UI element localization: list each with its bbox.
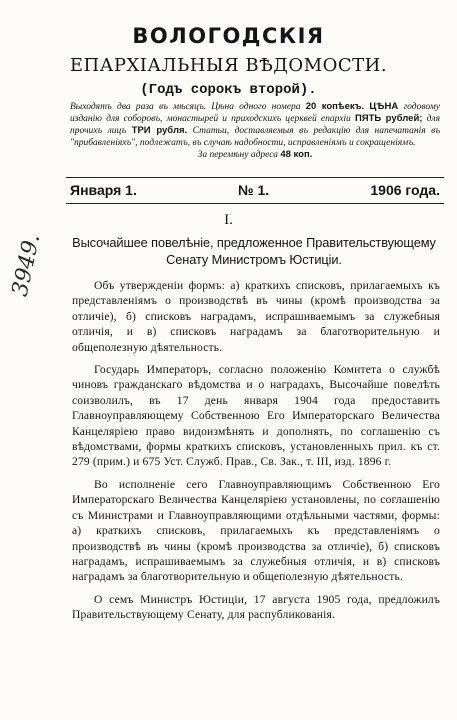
article-heading: Высочайшее повелѣніе, предложенное Правительствующему Сенату Министромъ Юстиціи. (72, 235, 436, 267)
handwritten-margin-note: 3949. (7, 231, 45, 299)
masthead-title-line2: ЕПАРХІАЛЬНЫЯ ВѢДОМОСТИ. (69, 55, 388, 76)
bottom-divider (66, 203, 444, 204)
issue-date: Января 1. (70, 182, 137, 198)
article-body (72, 278, 440, 630)
paragraph: О семъ Министръ Юстиціи, 17 августа 1905 года, предложилъ Правительствующему Сенату, для распубликованія. (72, 592, 440, 622)
issue-number: № 1. (238, 182, 270, 198)
issue-year: 1906 года. (370, 182, 440, 198)
paragraph: Государь Императоръ, согласно положенію Комитета о службѣ чиновъ гражданскаго вѣдомства и о наградахъ, Высочайше повелѣть соизволилъ, въ 17 день января 1904 года предоставить Главноуправляющему Собственною Его Императорскаго Величества Канцеляріею право видоизмѣнять и дополнять, по соглашенію съ вѣдомствами, формы краткихъ списковъ, установленныхъ прил. къ ст. 279 (прим.) и 675 Уст. Служб. Прав., Св. Зак., т. III, изд. 1896 г. (72, 363, 440, 469)
masthead-title-line1: ВОЛОГОДСКІЯ (132, 24, 325, 48)
notice-articles-text: Статьи, доставляемыя въ редакцію для напечатанія въ "прибавленіяхъ", подлежатъ, въ случаѣ надобности, исправленіямъ и сокращеніямъ. (70, 126, 441, 148)
notice-address-price: 48 коп. (280, 149, 313, 160)
publication-year-line: (Годъ сорокъ второй). (140, 82, 317, 98)
notice-address-line (70, 149, 440, 161)
notice-price-label: ЦѢНА (369, 101, 399, 112)
notice-others-price: ТРИ рубля. (131, 125, 188, 136)
section-numeral: I. (224, 212, 233, 228)
notice-others-text: для прочихъ лицъ (70, 114, 440, 136)
notice-address-text: За перемѣну адреса (197, 150, 278, 160)
paragraph: Объ утвержденіи формъ: а) краткихъ списковъ, прилагаемыхъ къ представленіямъ о производствѣ въ чины (кромѣ производства за отличіе), б) списковъ наградамъ, испрашиваемымъ за служебныя отличія, и в) списковъ наградамъ за благотворительную и общеполезную дѣятельность. (72, 279, 440, 354)
notice-single-price: 20 копѣекъ. (305, 101, 365, 112)
paragraph: Во исполненіе сего Главноуправляющимъ Собственною Его Императорскаго Величества Канцеляріею установлены, по соглашенію съ Министрами и Главноуправляющими отдѣльными частями, формы: а) краткихъ списковъ, прилагаемыхъ къ представленіямъ о производствѣ въ чины (кромѣ производства за отличіе), б) списковъ наградамъ, испрашиваемымъ за служебныя отличія, и в) списковъ наградамъ за благотворительную и общеполезную дѣятельность. (72, 477, 440, 584)
top-divider (66, 177, 444, 178)
subscription-notice (70, 101, 440, 161)
notice-annual-text: годовому изданію для соборовъ, монастырей и приходскихъ церквей епархіи (70, 102, 440, 124)
notice-church-price: ПЯТЬ рублей; (354, 113, 423, 124)
notice-frequency: Выходятъ два раза въ мѣсяцъ. Цѣна одного номера (70, 102, 301, 112)
issue-dateline (70, 180, 440, 200)
